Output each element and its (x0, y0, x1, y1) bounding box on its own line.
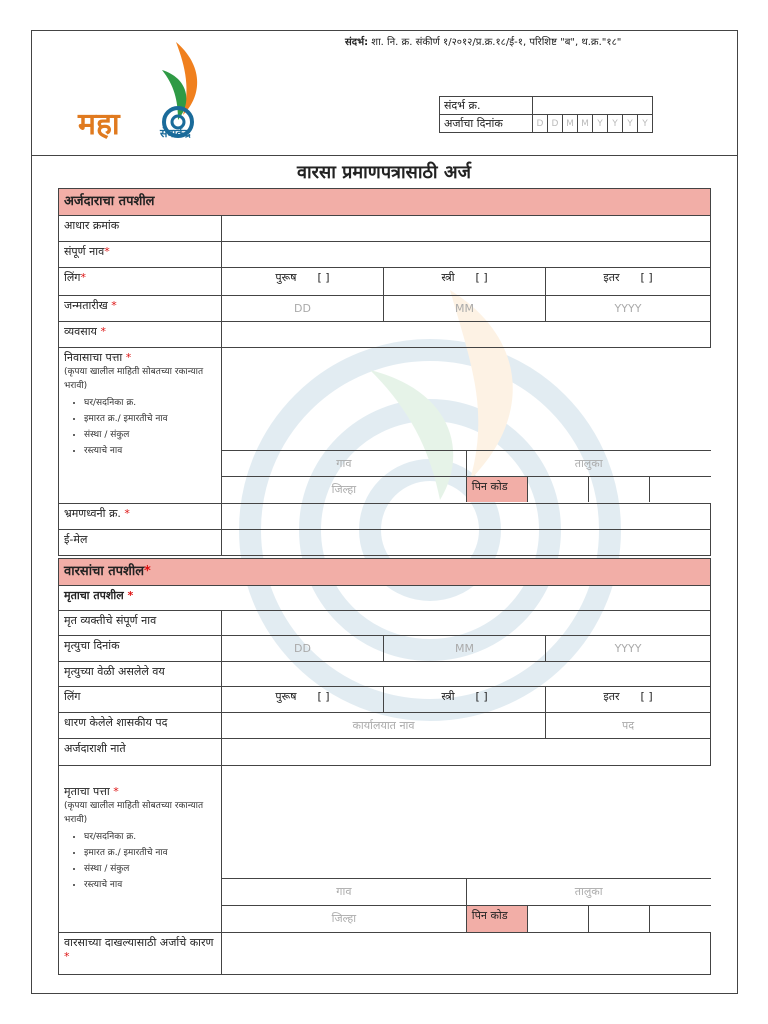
age-at-death-label: मृत्युच्या वेळी असलेले वय (59, 662, 222, 687)
heirs-section-header: वारसांचा तपशील* (59, 559, 711, 586)
address-hint-item: • घर/सदनिका क्र. (84, 829, 216, 845)
pincode-box[interactable] (588, 476, 649, 502)
deceased-other-option[interactable]: इतर [ ] (546, 687, 711, 713)
dob-dd-field[interactable]: DD (222, 296, 384, 322)
reference-line: संदर्भ: शा. नि. क्र. संकीर्ण १/२०१२/प्र.क्र.१८/ई-१, परिशिष्ट "ब", थ.क्र."१८" (345, 37, 622, 48)
applicant-section-header: अर्जदाराचा तपशील (59, 189, 711, 216)
full-name-label: संपूर्ण नाव* (59, 242, 222, 268)
logo-text: महा (78, 107, 120, 142)
death-dd-field[interactable]: DD (222, 636, 384, 662)
pincode-box[interactable] (527, 905, 588, 932)
header-divider (31, 155, 738, 156)
dob-mm-field[interactable]: MM (384, 296, 546, 322)
deceased-village-field[interactable]: गाव (222, 878, 466, 905)
pincode-box[interactable] (649, 476, 710, 502)
dob-label: जन्मतारीख * (59, 296, 222, 322)
pincode-label: पिन कोड (466, 476, 527, 502)
village-field[interactable]: गाव (222, 450, 466, 476)
pincode-box[interactable] (588, 905, 649, 932)
death-mm-field[interactable]: MM (384, 636, 546, 662)
date-box[interactable]: Y (638, 115, 653, 133)
date-box[interactable]: Y (608, 115, 623, 133)
address-hint-item: • संस्था / संकुल (84, 861, 216, 877)
deceased-address-block (222, 766, 711, 933)
date-box[interactable]: Y (593, 115, 608, 133)
address-field[interactable] (222, 348, 711, 450)
deceased-address-label-cell: मृताचा पत्ता * (कृपया खालील माहिती सोबतच्या रकान्यात भरावी) • घर/सदनिका क्र. • इमारत क्र./ इमारतीचे नाव • संस्था / संकुल • रस्त्याचे नाव (59, 766, 222, 933)
logo-subtext: सेवाकेंद्र (160, 127, 191, 140)
reason-field[interactable] (222, 933, 711, 975)
deceased-male-option[interactable]: पुरूष [ ] (222, 687, 384, 713)
mobile-field[interactable] (222, 504, 711, 530)
occupation-field[interactable] (222, 322, 711, 348)
deceased-name-field[interactable] (222, 611, 711, 636)
office-name-field[interactable]: कार्यालयात नाव (222, 713, 546, 739)
email-field[interactable] (222, 530, 711, 556)
relation-field[interactable] (222, 739, 711, 766)
death-yyyy-field[interactable]: YYYY (546, 636, 711, 662)
deceased-gender-label: लिंग (59, 687, 222, 713)
address-hint-item: • रस्त्याचे नाव (84, 877, 216, 893)
pincode-box[interactable] (649, 905, 710, 932)
pincode-box[interactable] (527, 476, 588, 502)
address-hint-item: • संस्था / संकुल (84, 427, 216, 443)
deceased-name-label: मृत व्यक्तीचे संपूर्ण नाव (59, 611, 222, 636)
death-date-label: मृत्युचा दिनांक (59, 636, 222, 662)
gov-post-label: धारण केलेले शासकीय पद (59, 713, 222, 739)
district-field[interactable]: जिल्हा (222, 476, 466, 502)
aadhaar-field[interactable] (222, 216, 711, 242)
deceased-pincode-label: पिन कोड (466, 905, 527, 932)
application-date-label: अर्जाचा दिनांक (440, 115, 533, 133)
heirs-table (58, 558, 711, 975)
occupation-label: व्यवसाय * (59, 322, 222, 348)
aadhaar-label: आधार क्रमांक (59, 216, 222, 242)
address-hint-item: • इमारत क्र./ इमारतीचे नाव (84, 845, 216, 861)
ref-no-label: संदर्भ क्र. (440, 97, 533, 115)
deceased-section-header: मृताचा तपशील * (59, 586, 711, 611)
taluka-field[interactable]: तालुका (466, 450, 710, 476)
age-at-death-field[interactable] (222, 662, 711, 687)
gender-male-option[interactable]: पुरूष [ ] (222, 268, 384, 296)
deceased-taluka-field[interactable]: तालुका (466, 878, 710, 905)
deceased-address-field[interactable] (222, 766, 711, 878)
gender-label: लिंग* (59, 268, 222, 296)
date-box[interactable]: M (563, 115, 578, 133)
mahaseva-logo (78, 40, 228, 145)
deceased-female-option[interactable]: स्त्री [ ] (384, 687, 546, 713)
address-hint-item: • इमारत क्र./ इमारतीचे नाव (84, 411, 216, 427)
mobile-label: भ्रमणध्वनी क्र. * (59, 504, 222, 530)
date-box[interactable]: D (548, 115, 563, 133)
full-name-field[interactable] (222, 242, 711, 268)
date-box[interactable]: M (578, 115, 593, 133)
deceased-district-field[interactable]: जिल्हा (222, 905, 466, 932)
address-hint-item: • रस्त्याचे नाव (84, 443, 216, 459)
form-title: वारसा प्रमाणपत्रासाठी अर्ज (297, 162, 471, 183)
gender-female-option[interactable]: स्त्री [ ] (384, 268, 546, 296)
applicant-table (58, 188, 711, 556)
address-hint-item: • घर/सदनिका क्र. (84, 395, 216, 411)
relation-label: अर्जदाराशी नाते (59, 739, 222, 766)
address-label-cell: निवासाचा पत्ता * (कृपया खालील माहिती सोबतच्या रकान्यात भरावी) • घर/सदनिका क्र. • इमारत क्र./ इमारतीचे नाव • संस्था / संकुल • रस्त्याचे नाव (59, 348, 222, 504)
dob-yyyy-field[interactable]: YYYY (546, 296, 711, 322)
email-label: ई-मेल (59, 530, 222, 556)
address-block (222, 348, 711, 504)
date-box[interactable]: Y (623, 115, 638, 133)
post-field[interactable]: पद (546, 713, 711, 739)
date-box[interactable]: D (533, 115, 548, 133)
gender-other-option[interactable]: इतर [ ] (546, 268, 711, 296)
reference-table (439, 96, 653, 133)
ref-no-field[interactable] (533, 97, 653, 115)
reason-label: वारसाच्या दाखल्यासाठी अर्जाचे कारण * (59, 933, 222, 975)
